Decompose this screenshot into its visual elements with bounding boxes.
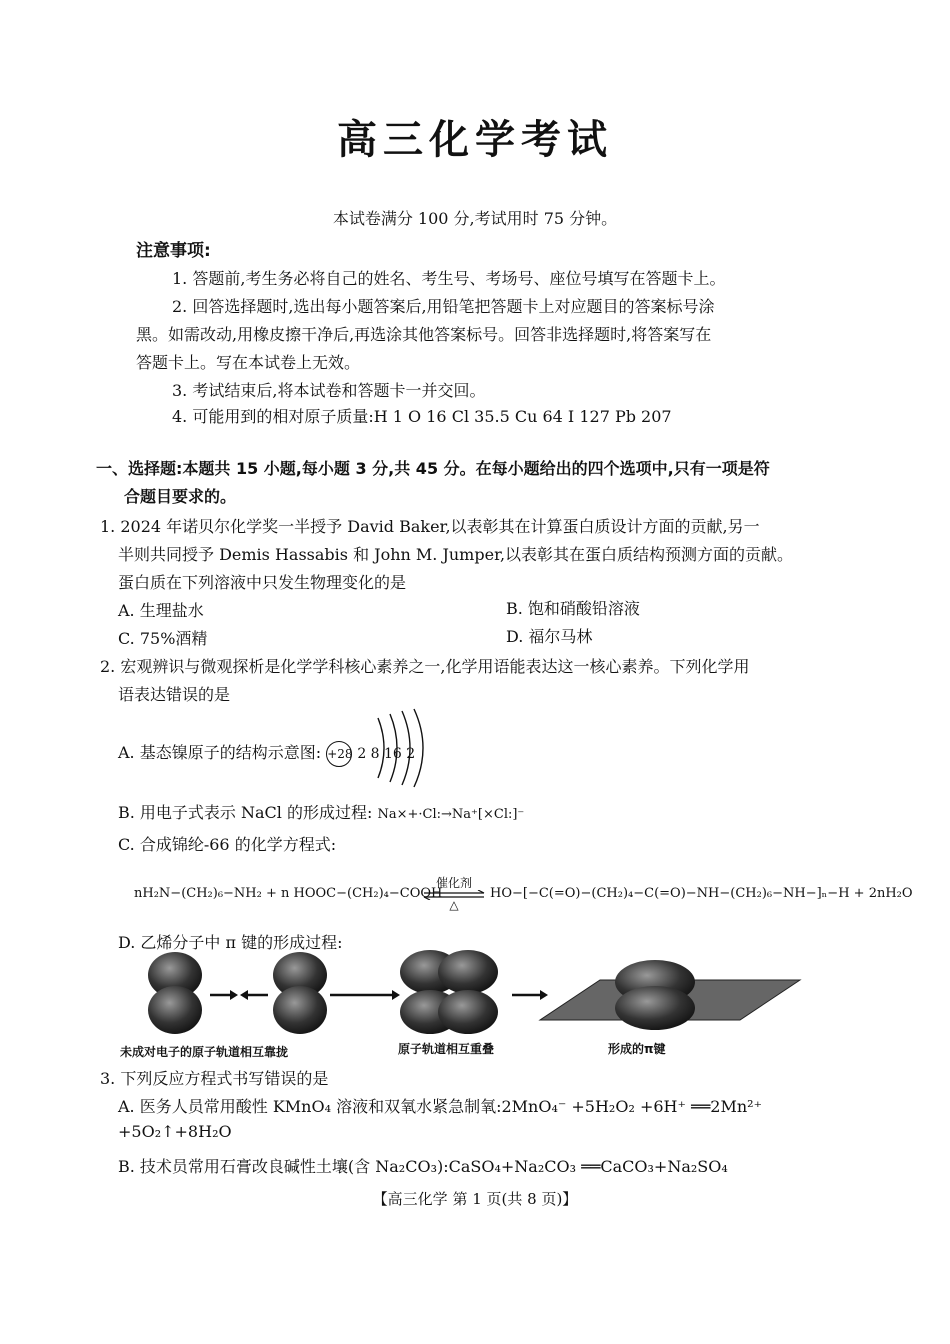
q2-option-b: B. 用电子式表示 NaCl 的形成过程: Na×+·Cl:→Na⁺[×Cl:]⁻ (118, 803, 525, 822)
q3-option-b: B. 技术员常用石膏改良碱性土壤(含 Na₂CO₃):CaSO₄+Na₂CO₃ ══CaCO₃+Na₂SO₄ (118, 1157, 728, 1176)
nucleus-circle: +28 (326, 741, 352, 767)
nylon-reactants: nH₂N−(CH₂)₆−NH₂ + n HOOC−(CH₂)₄−COOH (134, 886, 443, 901)
p-orbital-left-icon (148, 952, 202, 1034)
notice-item-4: 4. 可能用到的相对原子质量:H 1 O 16 Cl 35.5 Cu 64 I 127 Pb 207 (172, 407, 672, 426)
notice-heading: 注意事项: (136, 241, 211, 261)
q3-option-a-cont: +5O₂↑+8H₂O (118, 1122, 232, 1141)
q2-option-c: C. 合成锦纶-66 的化学方程式: (118, 835, 337, 854)
caption-approach: 未成对电子的原子轨道相互靠拢 (120, 1045, 289, 1059)
q1-option-a: A. 生理盐水 (118, 601, 204, 620)
overlapping-orbitals-icon (400, 950, 498, 1034)
q2-option-d: D. 乙烯分子中 π 键的形成过程: (118, 933, 343, 952)
electron-shells: 2 8 16 2 (357, 746, 416, 762)
arrow-right-icon (330, 990, 400, 1000)
arrow-right-icon (512, 990, 548, 1000)
q1-option-d: D. 福尔马林 (506, 627, 593, 646)
notice-item-1: 1. 答题前,考生务必将自己的姓名、考生号、考场号、座位号填写在答题卡上。 (172, 269, 726, 288)
notice-item-3: 3. 考试结束后,将本试卷和答题卡一并交回。 (172, 381, 486, 400)
nacl-electron-formula: Na×+·Cl:→Na⁺[×Cl:]⁻ (377, 807, 525, 822)
heat-label: △ (449, 898, 459, 912)
q1-stem-3: 蛋白质在下列溶液中只发生物理变化的是 (118, 573, 407, 592)
pi-bond-diagram (130, 950, 870, 1040)
q2-stem-1: 2. 宏观辨识与微观探析是化学学科核心素养之一,化学用语能表达这一核心素养。下列化学用 (100, 657, 750, 676)
shell-arcs-icon (360, 708, 440, 788)
section-heading-cont: 合题目要求的。 (124, 487, 237, 506)
notice-item-2: 2. 回答选择题时,选出每小题答案后,用铅笔把答题卡上对应题目的答案标号涂 (172, 297, 715, 316)
nylon-products: HO−[−C(=O)−(CH₂)₄−C(=O)−NH−(CH₂)₆−NH−]ₙ−H + 2nH₂O (490, 886, 913, 901)
section-heading: 一、选择题:本题共 15 小题,每小题 3 分,共 45 分。在每小题给出的四个选项中,只有一项是符 (96, 459, 770, 478)
notice-item-2-cont: 黑。如需改动,用橡皮擦干净后,再选涂其他答案标号。回答非选择题时,将答案写在 (136, 325, 712, 344)
page-title: 高三化学考试 (337, 117, 613, 163)
q1-option-b: B. 饱和硝酸铅溶液 (506, 599, 640, 618)
q2-option-a: A. 基态镍原子的结构示意图: +28 2 8 16 2 (118, 740, 415, 767)
pi-bond-plane-icon (540, 960, 800, 1030)
q1-stem-1: 1. 2024 年诺贝尔化学奖一半授予 David Baker,以表彰其在计算蛋白质设计方面的贡献,另一 (100, 517, 760, 536)
q1-option-c: C. 75%酒精 (118, 629, 208, 648)
approach-arrows-icon (210, 990, 268, 1000)
p-orbital-right-icon (273, 952, 327, 1034)
q1-stem-2: 半则共同授予 Demis Hassabis 和 John M. Jumper,以表彰其在蛋白质结构预测方面的贡献。 (118, 545, 794, 564)
q2-stem-2: 语表达错误的是 (118, 685, 231, 704)
page-footer: 【高三化学 第 1 页(共 8 页)】 (372, 1190, 578, 1208)
catalyst-label: 催化剂 (435, 876, 472, 890)
exam-info: 本试卷满分 100 分,考试用时 75 分钟。 (332, 209, 618, 228)
notice-item-2-end: 答题卡上。写在本试卷上无效。 (136, 353, 361, 372)
q3-option-a: A. 医务人员常用酸性 KMnO₄ 溶液和双氧水紧急制氧:2MnO₄⁻ +5H₂O₂ +6H⁺ ══2Mn²⁺ (118, 1097, 763, 1116)
caption-pi-bond: 形成的π键 (608, 1042, 666, 1056)
caption-overlap: 原子轨道相互重叠 (398, 1042, 495, 1056)
q3-stem: 3. 下列反应方程式书写错误的是 (100, 1069, 329, 1088)
